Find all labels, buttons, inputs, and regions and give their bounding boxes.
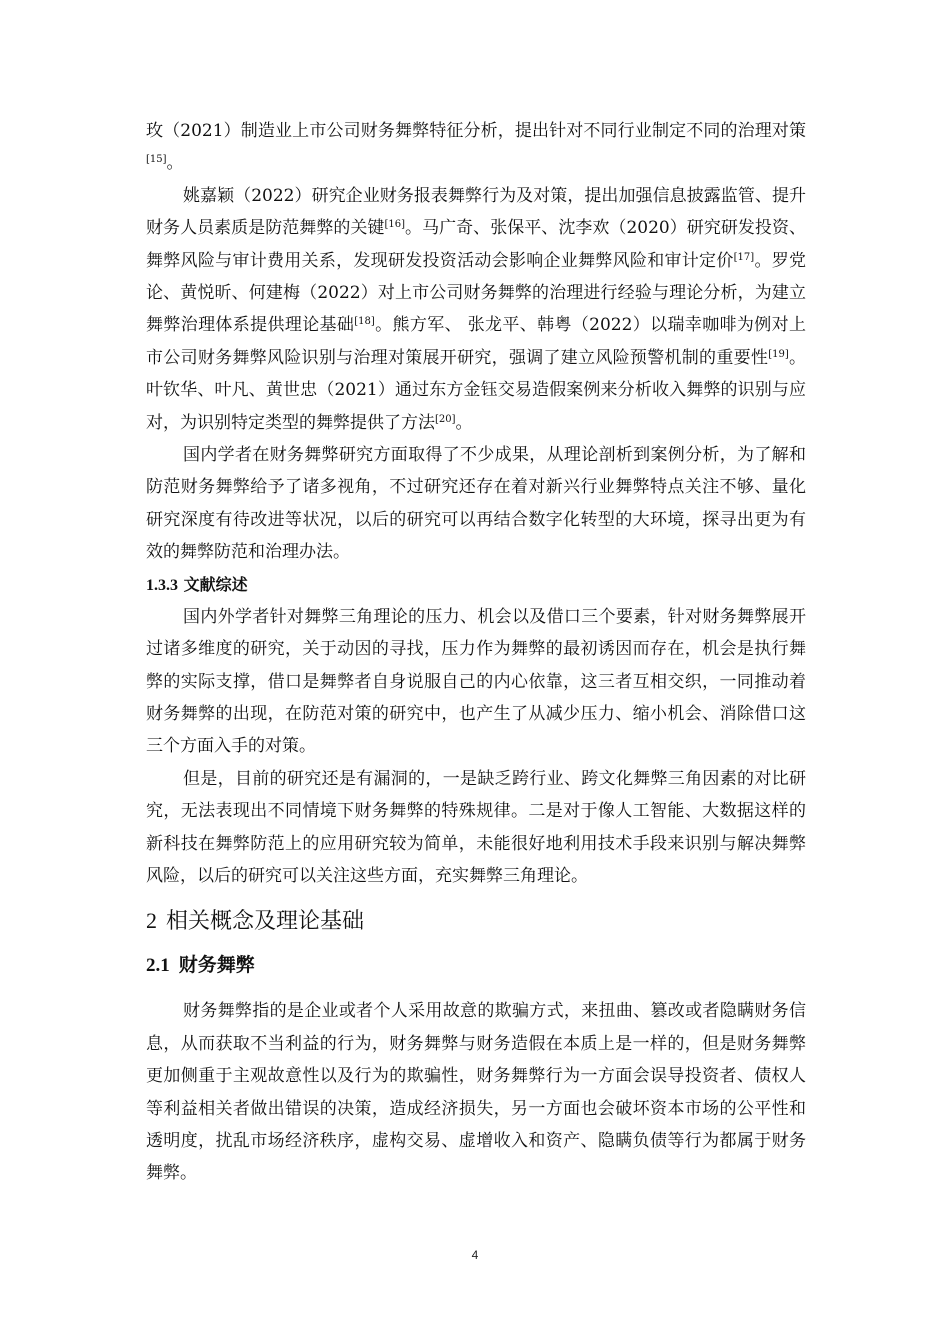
citation-ref: [19] bbox=[768, 348, 789, 360]
text-run: 。罗党论、黄悦昕、何建梅（2022）对上市公司财务舞弊的治理进行经验与理论分析，为建立舞弊治理体系提供理论基础 bbox=[146, 250, 807, 336]
citation-ref: [18] bbox=[354, 316, 375, 328]
citation-ref: [15] bbox=[146, 154, 167, 166]
text-run: 。 bbox=[455, 412, 473, 433]
heading-number: 2 bbox=[146, 908, 157, 934]
citation-ref: [17] bbox=[733, 251, 755, 263]
citation-ref: [16] bbox=[384, 219, 405, 231]
heading-text: 文献综述 bbox=[183, 574, 248, 594]
paragraph-domestic-studies bbox=[146, 180, 806, 439]
heading-number: 1.3.3 bbox=[146, 576, 178, 594]
citation-ref: [20] bbox=[435, 413, 456, 425]
page-number: 4 bbox=[471, 1248, 479, 1262]
text-run: 。叶钦华、叶凡、黄世忠（2021）通过东方金钰交易造假案例来分析收入舞弊的识别与应对，为识别特定类型的舞弊提供了方法 bbox=[146, 347, 807, 433]
paragraph-research-gaps: 但是，目前的研究还是有漏洞的，一是缺乏跨行业、跨文化舞弊三角因素的对比研究，无法表现出不同情境下财务舞弊的特殊规律。二是对于像人工智能、大数据这样的新科技在舞弊防范上的应用研究较为简单，未能很好地利用技术手段来识别与解决舞弊风险，以后的研究可以关注这些方面，充实舞弊三角理论。 bbox=[146, 768, 806, 886]
text-run: 。马广奇、张保平、沈李欢（2020）研究研发投资、舞弊风险与审计费用关系，发现研发投资活动会影响企业舞弊风险和审计定价 bbox=[146, 218, 806, 271]
text-run: 。熊方军、 张龙平、韩粤（2022）以瑞幸咖啡为例对上市公司财务舞弊风险识别与治理对策展开研究，强调了建立风险预警机制的重要性 bbox=[146, 315, 806, 368]
paragraph-definition: 财务舞弊指的是企业或者个人采用故意的欺骗方式，来扭曲、篡改或者隐瞒财务信息，从而获取不当利益的行为，财务舞弊与财务造假在本质上是一样的，但是财务舞弊更加侧重于主观故意性以及行为的欺骗性，财务舞弊行为一方面会误导投资者、债权人等利益相关者做出错误的决策，造成经济损失，另一方面也会破坏资本市场的公平性和透明度，扰乱市场经济秩序，虚构交易、虚增收入和资产、隐瞒负债等行为都属于财务舞弊。 bbox=[146, 1001, 806, 1184]
paragraph-literature-review: 国内外学者针对舞弊三角理论的压力、机会以及借口三个要素，针对财务舞弊展开过诸多维度的研究，关于动因的寻找，压力作为舞弊的最初诱因而存在，机会是执行舞弊的实际支撑，借口是舞弊者自身说服自己的内心依靠，这三者互相交织，一同推动着财务舞弊的出现，在防范对策的研究中，也产生了从减少压力、缩小机会、消除借口这三个方面入手的对策。 bbox=[146, 606, 806, 757]
page-content bbox=[146, 115, 806, 1190]
text-run: 。 bbox=[166, 153, 184, 174]
section-heading-1-3-3 bbox=[146, 570, 806, 601]
text-run: 玫（2021）制造业上市公司财务舞弊特征分析，提出针对不同行业制定不同的治理对策 bbox=[146, 121, 806, 141]
heading-number: 2.1 bbox=[146, 955, 170, 977]
paragraph-continuation bbox=[146, 115, 806, 180]
section-heading-2-1 bbox=[146, 946, 806, 985]
text-run: 姚嘉颖（2022）研究企业财务报表舞弊行为及对策，提出加强信息披露监管、提升财务人员素质是防范舞弊的关键 bbox=[146, 185, 806, 239]
heading-text: 相关概念及理论基础 bbox=[166, 909, 365, 935]
chapter-heading-2 bbox=[146, 901, 806, 942]
paragraph-summary: 国内学者在财务舞弊研究方面取得了不少成果，从理论剖析到案例分析，为了解和防范财务舞弊给予了诸多视角，不过研究还存在着对新兴行业舞弊特点关注不够、量化研究深度有待改进等状况，以后的研究可以再结合数字化转型的大环境，探寻出更为有效的舞弊防范和治理办法。 bbox=[146, 445, 806, 563]
heading-text: 财务舞弊 bbox=[178, 954, 255, 977]
